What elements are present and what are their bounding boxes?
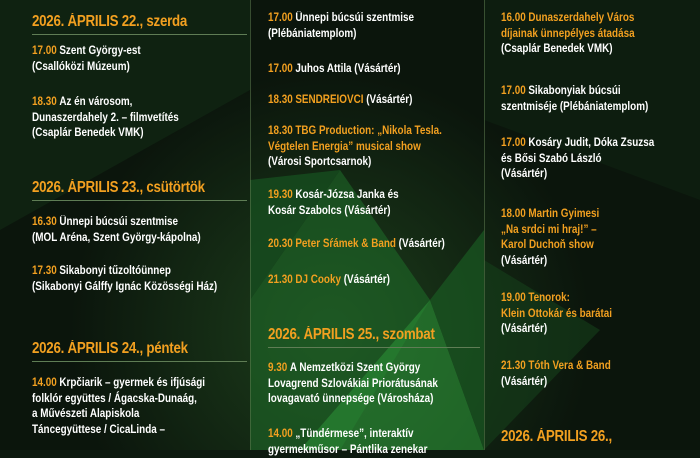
day-heading: 2026. ÁPRILIS 26., [501, 428, 612, 446]
event-title: Sikabonyiak búcsúi [528, 85, 620, 97]
event-title: Ünnepi búcsúi szentmise [59, 216, 178, 228]
event-item [268, 62, 479, 78]
event-time: 16.00 [501, 12, 526, 24]
event-title: TBG Production: „Nikola Tesla. [295, 125, 442, 137]
event-title-line: „Na srdci mi hraj!” – [501, 223, 693, 239]
event-title-line: díjainak ünnepélyes átadása [501, 27, 693, 43]
event-title: Sikabonyi tűzoltóünnep [59, 265, 171, 277]
event-performer: Peter Sŕámek & Band [295, 238, 396, 250]
event-time: 18.30 [32, 96, 57, 108]
heading-underline [32, 200, 247, 201]
event-time: 16.30 [32, 216, 57, 228]
event-time: 17.30 [32, 265, 57, 277]
event-item [268, 237, 479, 253]
event-title: Martin Gyimesi [528, 208, 599, 220]
event-item [501, 84, 693, 115]
event-title: Szent György-est [59, 45, 140, 57]
event-title-line: és Bősi Szabó László [501, 152, 693, 168]
event-title: Juhos Attila (Vásártér) [295, 63, 400, 75]
event-title: „Tündérmese”, interaktív [295, 428, 413, 440]
event-title-line: Táncegyüttese / CicaLinda – [32, 423, 246, 439]
event-item [501, 11, 693, 58]
event-venue: (Vásártér) [501, 254, 693, 270]
event-venue: (Sikabonyi Gálffy Ignác Közösségi Ház) [32, 280, 246, 296]
event-title-line: gyermekműsor – Pántlika zenekar [268, 443, 479, 458]
day-heading: 2026. ÁPRILIS 25., szombat [268, 326, 435, 344]
event-venue: (Plébániatemplom) [268, 27, 479, 43]
day-heading: 2026. ÁPRILIS 24., péntek [32, 340, 188, 358]
event-item [268, 427, 479, 458]
event-title: A Nemzetközi Szent György [290, 362, 420, 374]
event-time: 21.30 [268, 274, 293, 286]
event-time: 21.30 [501, 360, 526, 372]
event-time: 17.00 [268, 12, 293, 24]
event-title: Kosár-Józsa Janka és [295, 189, 398, 201]
event-item [268, 11, 479, 42]
event-venue: (Csaplár Benedek VMK) [501, 42, 693, 58]
event-item [268, 124, 479, 171]
event-title: Ünnepi búcsúi szentmise [295, 12, 414, 24]
heading-underline [32, 361, 247, 362]
event-item [501, 207, 693, 269]
event-item [268, 361, 479, 408]
event-time: 17.00 [268, 63, 293, 75]
event-item [268, 93, 479, 109]
event-time: 20.30 [268, 238, 293, 250]
event-time: 18.00 [501, 208, 526, 220]
event-item [32, 44, 246, 75]
event-title-line: folklór együttes / Ágacska-Dunaág, [32, 392, 246, 408]
day-heading: 2026. ÁPRILIS 23., csütörtök [32, 179, 205, 197]
event-item [32, 376, 246, 438]
event-venue: (Vásártér) [363, 94, 412, 106]
event-time: 17.00 [501, 85, 526, 97]
event-title-line: lovagavató ünnepsége (Városháza) [268, 392, 479, 408]
event-title-line: Kosár Szabolcs (Vásártér) [268, 204, 479, 220]
event-time: 19.30 [268, 189, 293, 201]
heading-underline [268, 347, 480, 348]
column-divider [250, 0, 251, 450]
event-title-line: Dunaszerdahely 2. – filmvetítés [32, 111, 246, 127]
event-venue: (Vásártér) [341, 274, 390, 286]
event-venue: (Vásártér) [396, 238, 445, 250]
event-title: Tenorok: [528, 292, 570, 304]
event-time: 18.30 [268, 125, 293, 137]
event-venue: (Csaplár Benedek VMK) [32, 126, 246, 142]
event-time: 17.00 [32, 45, 57, 57]
heading-underline [32, 34, 247, 35]
event-performer: DJ Cooky [295, 274, 341, 286]
event-venue: (Városi Sportcsarnok) [268, 155, 479, 171]
event-item [268, 188, 479, 219]
event-item [32, 264, 246, 295]
event-title-line: a Művészeti Alapiskola [32, 407, 246, 423]
event-venue: (Csallóközi Múzeum) [32, 60, 246, 76]
event-title-line: Klein Ottokár és barátai [501, 307, 693, 323]
event-time: 19.00 [501, 292, 526, 304]
event-title: Krpčiarik – gyermek és ifjúsági [59, 377, 205, 389]
event-title-line: Lovagrend Szlovákiai Priorátusának [268, 377, 479, 393]
event-item [501, 136, 693, 183]
event-item [268, 273, 479, 289]
event-time: 17.00 [501, 137, 526, 149]
event-time: 18.30 [268, 94, 293, 106]
event-title: Dunaszerdahely Város [528, 12, 634, 24]
event-title-line: szentmiséje (Plébániatemplom) [501, 100, 693, 116]
event-title: Kosáry Judit, Dóka Zsuzsa [528, 137, 654, 149]
event-performer: SENDREIOVCI [295, 94, 363, 106]
event-venue: (MOL Aréna, Szent György-kápolna) [32, 231, 246, 247]
event-item [32, 95, 246, 142]
event-item [501, 291, 693, 338]
event-item [32, 215, 246, 246]
event-item [501, 359, 693, 390]
event-title-line: Karol Duchoň show [501, 238, 693, 254]
event-time: 9.30 [268, 362, 287, 374]
event-title: Az én városom, [59, 96, 132, 108]
event-performer: Tóth Vera & Band [528, 360, 610, 372]
event-venue: (Vásártér) [501, 322, 693, 338]
day-heading: 2026. ÁPRILIS 22., szerda [32, 13, 187, 31]
event-venue: (Vásártér) [501, 375, 693, 391]
event-venue: (Vásártér) [501, 167, 693, 183]
event-title-line: Végtelen Energia” musical show [268, 140, 479, 156]
event-time: 14.00 [32, 377, 57, 389]
event-time: 14.00 [268, 428, 293, 440]
column-divider [484, 0, 485, 450]
